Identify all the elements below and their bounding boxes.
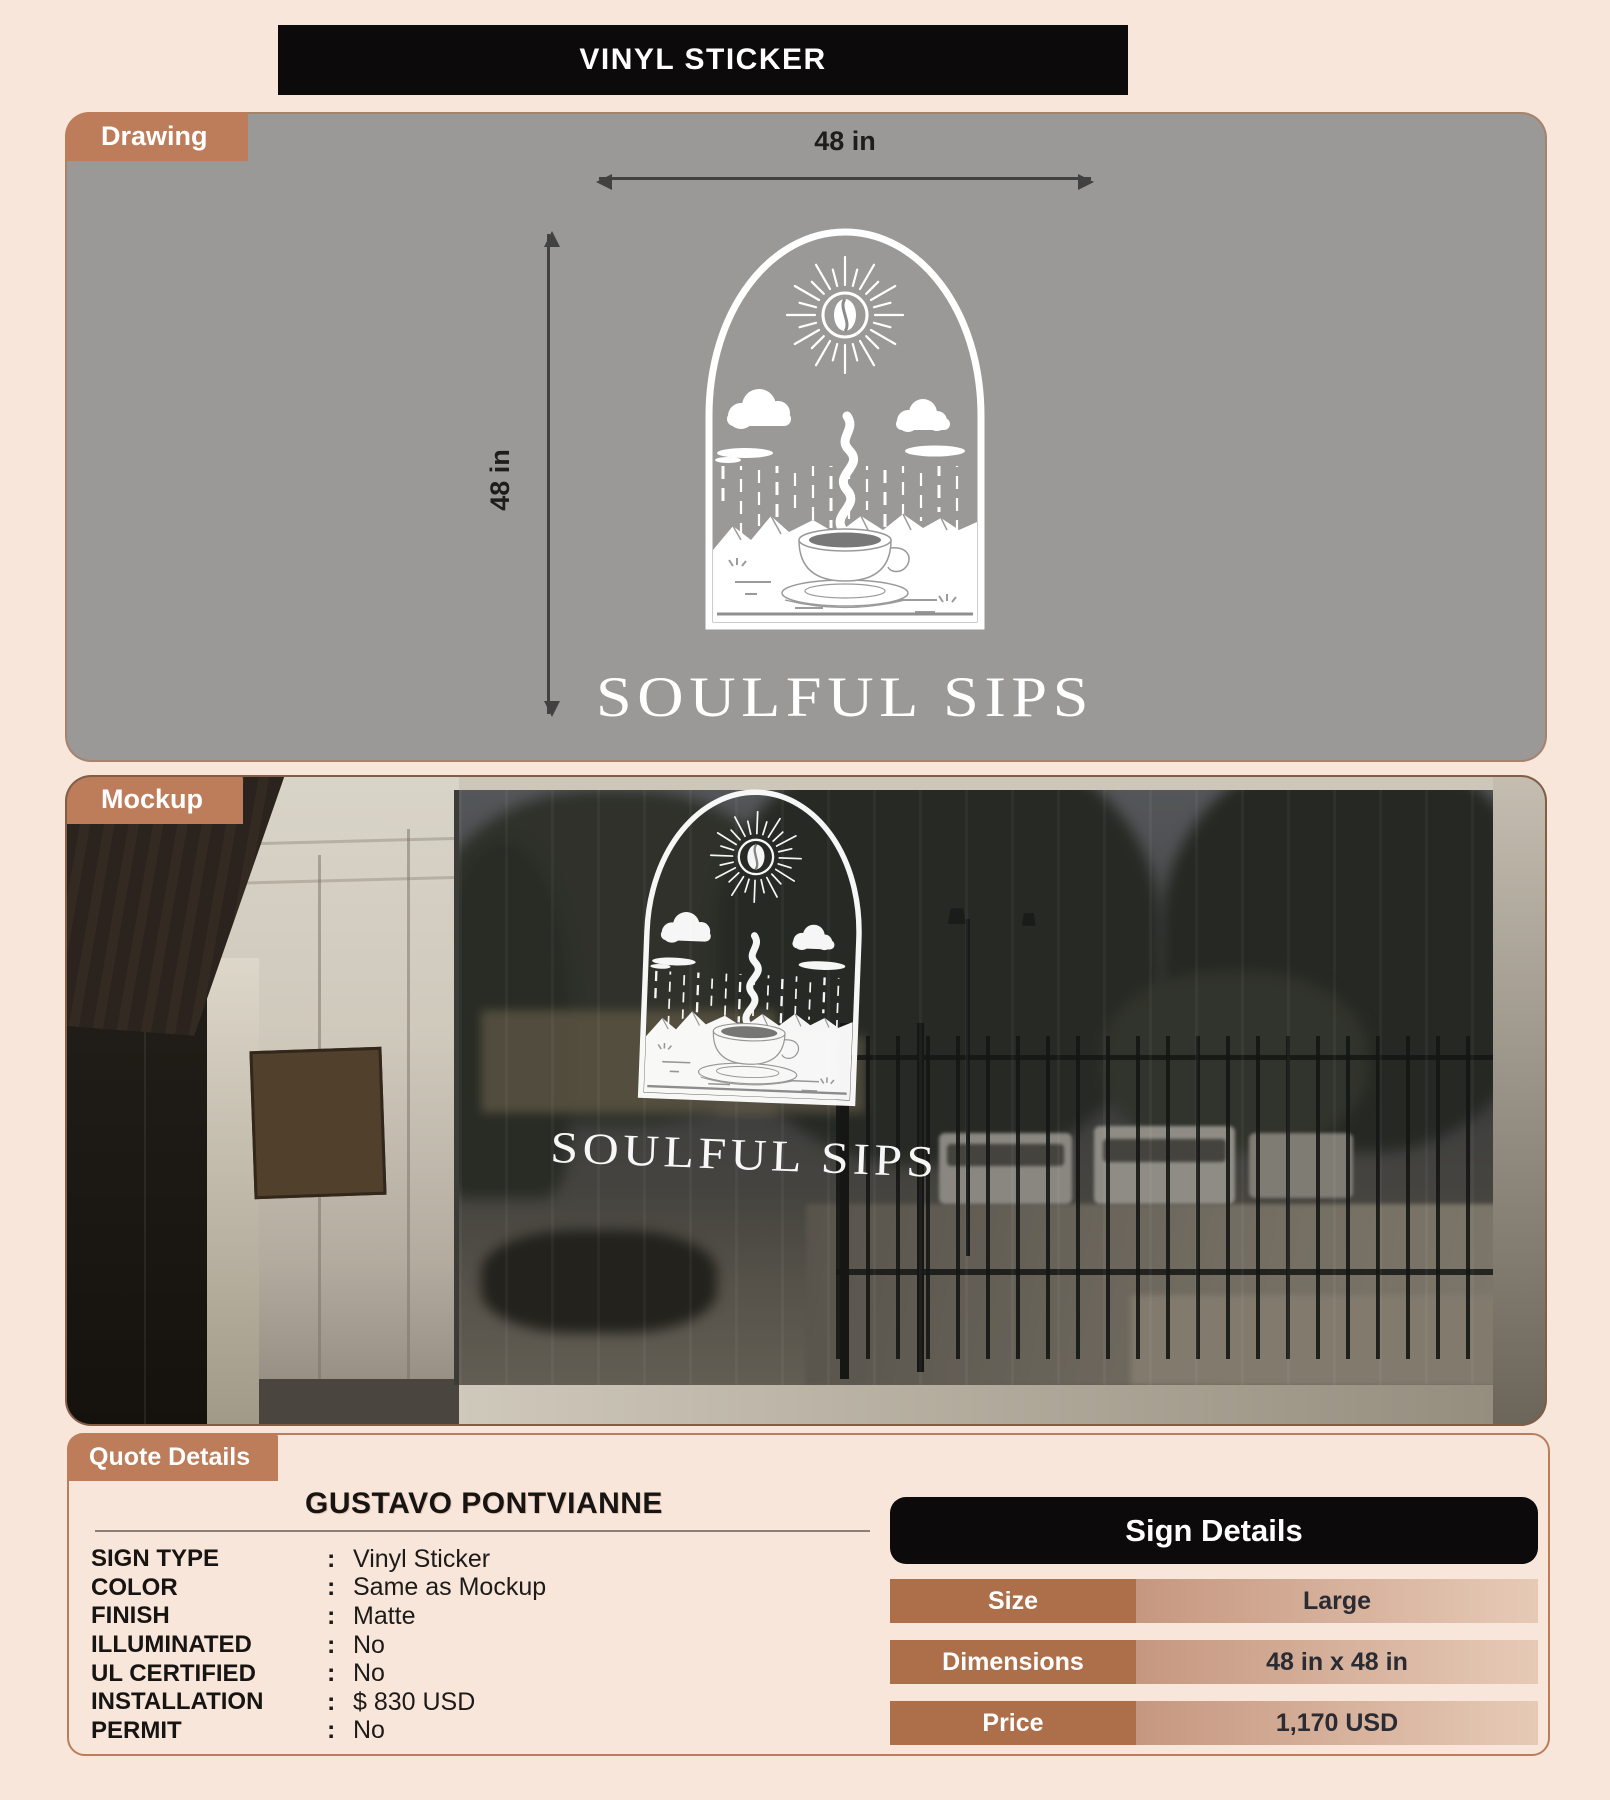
wall-pilaster xyxy=(407,829,410,1424)
quote-row xyxy=(91,1574,871,1603)
drawing-panel xyxy=(65,112,1547,762)
sign-details-row xyxy=(890,1701,1538,1745)
sign-row-label-cell: Dimensions xyxy=(890,1640,1136,1684)
quote-row-value: Vinyl Sticker xyxy=(353,1544,491,1573)
quote-row-value: Matte xyxy=(353,1601,416,1630)
quote-row-separator: : xyxy=(327,1630,336,1659)
quote-row-separator: : xyxy=(327,1659,336,1688)
width-dimension-arrow xyxy=(599,177,1091,180)
sign-row-value-cell: 48 in x 48 in xyxy=(1136,1640,1538,1684)
sign-row-value-cell: 1,170 USD xyxy=(1136,1701,1538,1745)
quote-row xyxy=(91,1688,871,1717)
building-wall xyxy=(1493,777,1545,1424)
height-dimension-arrow xyxy=(547,234,550,714)
quote-row-label: ILLUMINATED xyxy=(91,1631,252,1659)
quote-row-label: COLOR xyxy=(91,1573,178,1601)
name-underline xyxy=(95,1530,870,1532)
mockup-tab-label: Mockup xyxy=(101,784,204,814)
sign-details-row xyxy=(890,1640,1538,1684)
quote-row-value: No xyxy=(353,1630,385,1659)
sign-details-header xyxy=(890,1497,1538,1564)
title-banner xyxy=(278,25,1128,95)
drawing-tab-label: Drawing xyxy=(101,121,208,151)
quote-row-label: INSTALLATION xyxy=(91,1688,264,1716)
quote-row xyxy=(91,1717,871,1746)
mockup-panel xyxy=(65,775,1547,1426)
quote-row-separator: : xyxy=(327,1687,336,1716)
quote-row-value: $ 830 USD xyxy=(353,1687,476,1716)
page-title: VINYL STICKER xyxy=(579,43,827,76)
storefront-photo xyxy=(67,777,1545,1424)
quote-rows xyxy=(91,1545,871,1745)
sign-row-value-cell: Large xyxy=(1136,1579,1538,1623)
quote-details-box xyxy=(67,1433,1550,1756)
soulful-sips-logo-drawing xyxy=(585,210,1105,750)
sign-row-label-cell: Price xyxy=(890,1701,1136,1745)
window-sill xyxy=(459,1385,1494,1424)
quote-row-value: No xyxy=(353,1716,385,1745)
door-reflection xyxy=(144,997,146,1424)
quote-row-label: SIGN TYPE xyxy=(91,1545,220,1573)
quote-row-label: UL CERTIFIED xyxy=(91,1659,256,1687)
quote-row-value: Same as Mockup xyxy=(353,1573,547,1602)
customer-name: GUSTAVO PONTVIANNE xyxy=(305,1487,663,1520)
sign-details-rows xyxy=(890,1579,1538,1745)
sign-details-row xyxy=(890,1579,1538,1623)
door-frame xyxy=(207,958,259,1424)
quote-row-value: No xyxy=(353,1659,385,1688)
drawing-tab xyxy=(65,112,248,161)
quote-row xyxy=(91,1659,871,1688)
sign-details-panel xyxy=(890,1497,1538,1762)
quote-row xyxy=(91,1545,871,1574)
shop-door xyxy=(67,997,207,1424)
width-dimension-label: 48 in xyxy=(814,126,876,156)
quote-row-label: FINISH xyxy=(91,1602,170,1630)
sign-details-title: Sign Details xyxy=(1125,1512,1303,1548)
quote-row xyxy=(91,1602,871,1631)
quote-details-tab xyxy=(67,1433,278,1481)
quote-row-separator: : xyxy=(327,1544,336,1573)
quote-details-tab-label: Quote Details xyxy=(89,1442,251,1471)
height-dimension-label: 48 in xyxy=(485,449,515,511)
quote-row-separator: : xyxy=(327,1601,336,1630)
quote-row xyxy=(91,1631,871,1660)
sign-row-label-cell: Size xyxy=(890,1579,1136,1623)
mockup-tab xyxy=(65,775,243,824)
quote-row-separator: : xyxy=(327,1573,336,1602)
wall-sign-panel xyxy=(249,1046,386,1199)
quote-row-label: PERMIT xyxy=(91,1716,182,1744)
soulful-sips-logo-mockup xyxy=(540,775,962,1204)
quote-row-separator: : xyxy=(327,1716,336,1745)
